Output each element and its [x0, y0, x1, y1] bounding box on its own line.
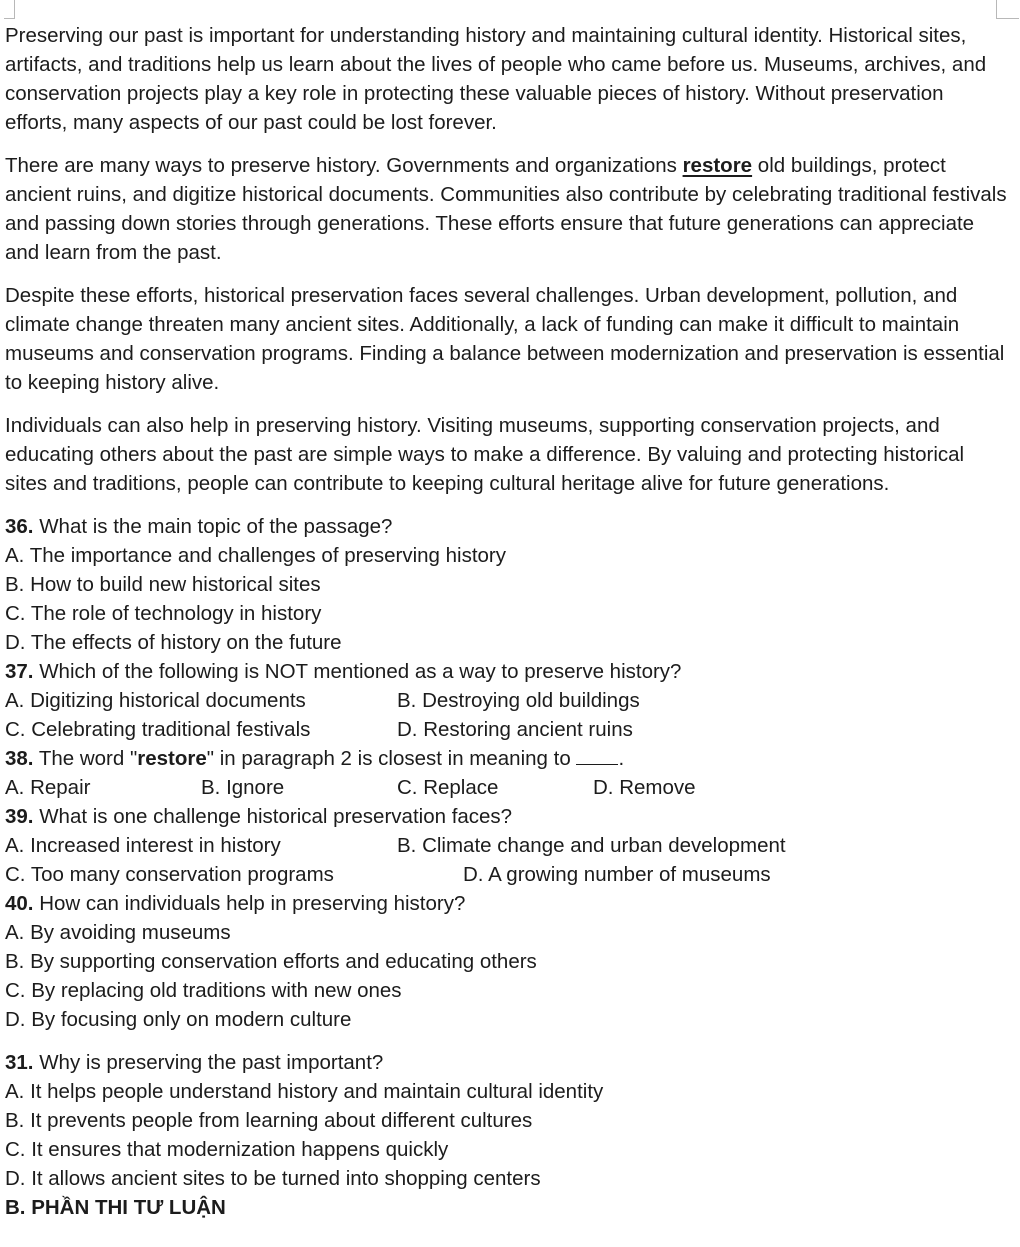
q39-option-a: A. Increased interest in history [5, 834, 281, 857]
q38-option-c: C. Replace [397, 776, 499, 799]
answer-blank [576, 746, 618, 765]
question-keyword: restore [137, 747, 207, 770]
passage-paragraph-3: Despite these efforts, historical preservation faces several challenges. Urban development, pollution, and climate change threaten many ancient sites. Additionally, a lack of funding can make it difficult to maintain museums and conservation programs. Finding a balance between modernization and preservation is essential to keeping history alive. [5, 284, 1005, 394]
q31-option-d: D. It allows ancient sites to be turned into shopping centers [5, 1167, 541, 1190]
question-number: 39. [5, 805, 34, 828]
q36-option-d: D. The effects of history on the future [5, 631, 342, 654]
q40-option-b: B. By supporting conservation efforts and educating others [5, 950, 537, 973]
question-number: 37. [5, 660, 34, 683]
q37-option-a: A. Digitizing historical documents [5, 689, 306, 712]
q31-option-c: C. It ensures that modernization happens quickly [5, 1138, 449, 1161]
question-text: What is one challenge historical preservation faces? [33, 805, 513, 828]
question-38 [5, 744, 1010, 773]
q31-option-a: A. It helps people understand history and maintain cultural identity [5, 1080, 604, 1103]
q31-option-b: B. It prevents people from learning about different cultures [5, 1109, 533, 1132]
question-37 [5, 657, 1010, 686]
q37-option-d: D. Restoring ancient ruins [397, 718, 633, 741]
q39-option-c: C. Too many conservation programs [5, 863, 334, 886]
q38-option-a: A. Repair [5, 776, 91, 799]
page-corner-mark-right [996, 0, 1019, 19]
q37-option-b: B. Destroying old buildings [397, 689, 640, 712]
question-text: Why is preserving the past important? [33, 1051, 384, 1074]
q39-options-row-1 [5, 831, 1010, 860]
paragraph-2-text-end: old buildings, protect ancient ruins, and digitize historical documents. Communities also contribute by celebrating traditional festivals and passing down stories through generations. These efforts ensure that future generations can appreciate and learn from the past. [5, 154, 1007, 264]
section-b-heading: B. PHẦN THI TƯ LUẬN [5, 1196, 226, 1219]
spacer [5, 1034, 1010, 1048]
q40-option-a: A. By avoiding museums [5, 921, 231, 944]
question-text: How can individuals help in preserving history? [33, 892, 466, 915]
page-corner-mark-left [4, 0, 15, 19]
question-number: 38. [5, 747, 34, 770]
q37-options-row-1 [5, 686, 1010, 715]
question-39 [5, 802, 1010, 831]
q36-option-b: B. How to build new historical sites [5, 573, 321, 596]
question-number: 40. [5, 892, 34, 915]
passage-paragraph-4: Individuals can also help in preserving history. Visiting museums, supporting conservation projects, and educating others about the past are simple ways to make a difference. By valuing and protecting historical sites and traditions, people can contribute to keeping cultural heritage alive for future generations. [5, 414, 965, 495]
q36-option-a: A. The importance and challenges of preserving history [5, 544, 507, 567]
question-text: Which of the following is NOT mentioned as a way to preserve history? [33, 660, 682, 683]
question-36 [5, 512, 1010, 541]
question-text-end: " in paragraph 2 is closest in meaning to [206, 747, 577, 770]
q39-option-d: D. A growing number of museums [463, 863, 771, 886]
question-end-punctuation: . [618, 747, 625, 770]
q37-options-row-2 [5, 715, 1010, 744]
question-text: What is the main topic of the passage? [33, 515, 393, 538]
q38-option-b: B. Ignore [201, 776, 285, 799]
question-number: 36. [5, 515, 34, 538]
q38-option-d: D. Remove [593, 776, 696, 799]
passage-paragraph-1: Preserving our past is important for understanding history and maintaining cultural identity. Historical sites, artifacts, and traditions help us learn about the lives of people who came before us. Museums, archives, and conservation projects play a key role in protecting these valuable pieces of history. Without preservation efforts, many aspects of our past could be lost forever. [5, 24, 987, 134]
question-40 [5, 889, 1010, 918]
q39-option-b: B. Climate change and urban development [397, 834, 786, 857]
question-31 [5, 1048, 1010, 1077]
q40-option-d: D. By focusing only on modern culture [5, 1008, 352, 1031]
q39-options-row-2 [5, 860, 1010, 889]
document-page [5, 21, 1010, 1222]
question-text-start: The word " [33, 747, 138, 770]
q40-option-c: C. By replacing old traditions with new ones [5, 979, 402, 1002]
keyword-restore: restore [682, 154, 753, 177]
q36-option-c: C. The role of technology in history [5, 602, 322, 625]
q38-options-row [5, 773, 1010, 802]
passage-paragraph-2 [5, 151, 1010, 267]
question-number: 31. [5, 1051, 34, 1074]
paragraph-2-text-start: There are many ways to preserve history. Governments and organizations [5, 154, 683, 177]
q37-option-c: C. Celebrating traditional festivals [5, 718, 311, 741]
